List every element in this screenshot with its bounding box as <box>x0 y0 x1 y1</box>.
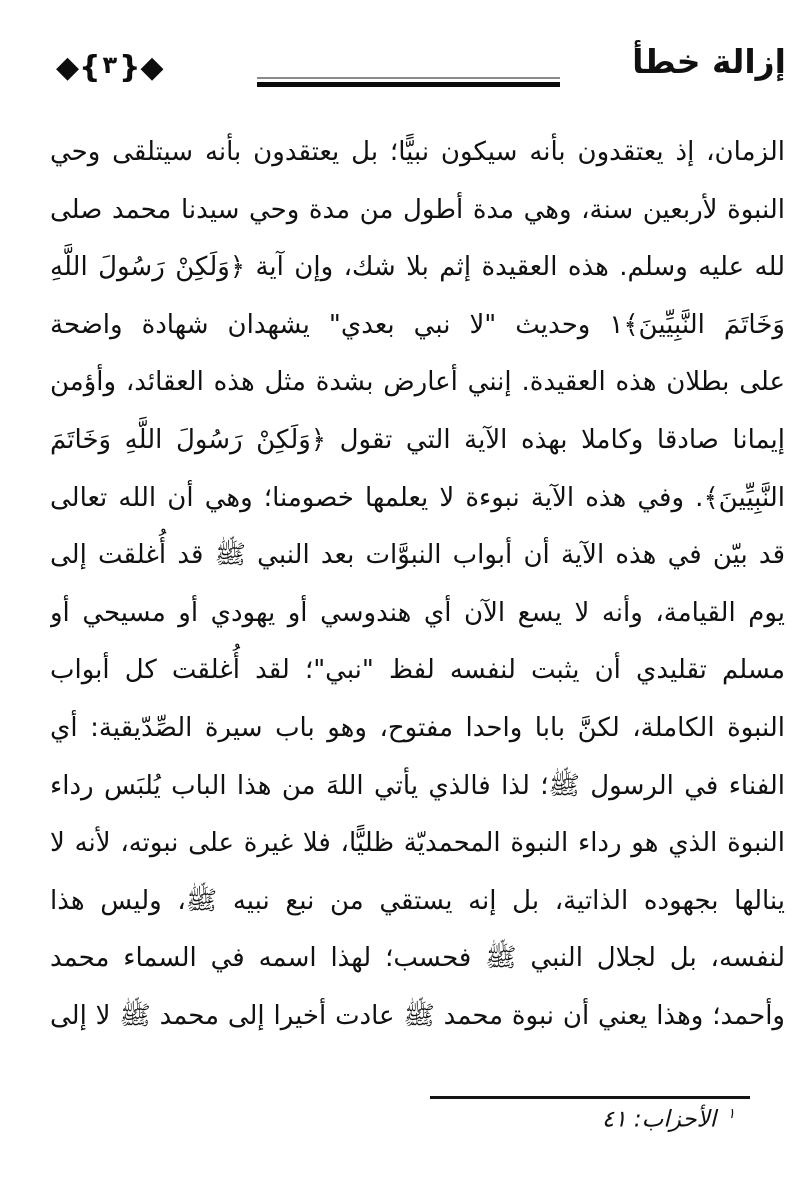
footnote <box>602 1106 735 1133</box>
text-line: الزمان، إذ يعتقدون بأنه سيكون نبيًّا؛ بل يعتقدون بأنه سيتلقى وحي <box>50 137 785 167</box>
book-title: إزالة خطأ <box>632 42 786 81</box>
page-number: ٣ <box>102 51 118 79</box>
header-rule <box>257 77 560 87</box>
footnote-marker: ١ <box>727 1106 735 1122</box>
text-line: الفناء في الرسول ﷺ؛ لذا فالذي يأتي اللهَ من هذا الباب يُلبَس رداء <box>50 770 785 801</box>
text-line: يوم القيامة، وأنه لا يسع الآن أي هندوسي أو يهودي أو مسيحي أو <box>50 597 785 628</box>
footnote-separator <box>430 1096 750 1099</box>
text-line: إيمانا صادقا وكاملا بهذه الآية التي تقول ﴿وَلَكِنْ رَسُولَ اللَّهِ وَخَاتَمَ <box>50 424 785 455</box>
text-line: النبوة الذي هو رداء النبوة المحمديّة ظليًّا، فلا غيرة على نبوته، لأنه لا <box>50 828 785 859</box>
ornament-left-icon: ◆{ <box>56 50 101 85</box>
text-line: وَخَاتَمَ النَّبِيِّينَ﴾١ وحديث "لا نبي بعدي" يشهدان شهادة واضحة <box>50 309 785 340</box>
text-line: لله عليه وسلم. هذه العقيدة إثم بلا شك، وإن آية ﴿وَلَكِنْ رَسُولَ اللَّهِ <box>50 252 785 283</box>
text-line: مسلم تقليدي أن يثبت لنفسه لفظ "نبي"؛ لقد أُغلقت كل أبواب <box>50 655 785 686</box>
text-line: ينالها بجهوده الذاتية، بل إنه يستقي من نبع نبيه ﷺ، وليس هذا <box>50 885 785 916</box>
page-number-ornament <box>56 50 164 85</box>
text-line: على بطلان هذه العقيدة. إنني أعارض بشدة مثل هذه العقائد، وأؤمن <box>50 367 785 398</box>
text-line: النبوة الكاملة، لكنَّ بابا واحدا مفتوح، وهو باب سيرة الصِّدّيقية: أي <box>50 712 785 743</box>
footnote-text: الأحزاب: ٤١ <box>601 1106 717 1133</box>
text-line: قد بيّن في هذه الآية أن أبواب النبوَّات بعد النبي ﷺ قد أُغلقت إلى <box>50 540 785 571</box>
text-line: النبوة لأربعين سنة، وهي مدة أطول من مدة وحي سيدنا محمد صلى <box>50 194 785 225</box>
text-line: لنفسه، بل لجلال النبي ﷺ فحسب؛ لهذا اسمه في السماء محمد <box>50 943 785 974</box>
body-text <box>50 124 785 1046</box>
text-line: وأحمد؛ وهذا يعني أن نبوة محمد ﷺ عادت أخيرا إلى محمد ﷺ لا إلى <box>50 1000 785 1031</box>
text-line: النَّبِيِّينَ﴾. وفي هذه الآية نبوءة لا يعلمها خصومنا؛ وهي أن الله تعالى <box>50 482 785 513</box>
ornament-right-icon: }◆ <box>119 50 164 85</box>
